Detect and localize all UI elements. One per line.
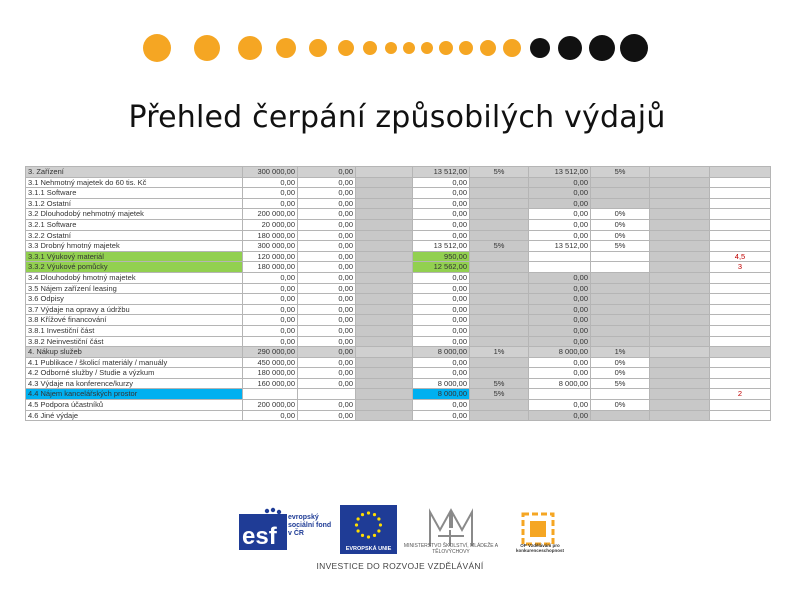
cell-i[interactable]: [710, 336, 771, 347]
dot-orange: [309, 39, 327, 57]
cell-i[interactable]: [710, 230, 771, 241]
row-label[interactable]: 4.5 Podpora účastníků: [26, 400, 243, 411]
cell-g[interactable]: [591, 272, 650, 283]
cell-f[interactable]: 13 512,00: [529, 241, 591, 252]
cell-b[interactable]: 0,00: [298, 336, 356, 347]
cell-i[interactable]: [710, 188, 771, 199]
table-row: [26, 262, 771, 273]
cell-f[interactable]: 0,00: [529, 400, 591, 411]
row-label[interactable]: 3.4 Dlouhodobý hmotný majetek: [26, 272, 243, 283]
cell-f[interactable]: [529, 251, 591, 262]
table-row: [26, 347, 771, 358]
dot-black: [558, 36, 582, 60]
cell-e[interactable]: [470, 198, 529, 209]
cell-i[interactable]: [710, 315, 771, 326]
cell-i[interactable]: [710, 347, 771, 358]
slogan: INVESTICE DO ROZVOJE VZDĚLÁVÁNÍ: [316, 561, 484, 571]
cell-h[interactable]: [650, 198, 710, 209]
cell-g[interactable]: [591, 262, 650, 273]
row-label[interactable]: 4.1 Publikace / školicí materiály / manuály: [26, 357, 243, 368]
cell-d[interactable]: 0,00: [413, 198, 470, 209]
cell-e[interactable]: [470, 272, 529, 283]
dot-orange: [194, 35, 220, 61]
cell-e[interactable]: [470, 177, 529, 188]
cell-c[interactable]: [356, 357, 413, 368]
cell-c[interactable]: [356, 177, 413, 188]
cell-d[interactable]: 0,00: [413, 283, 470, 294]
cell-i[interactable]: [710, 177, 771, 188]
cell-d[interactable]: 0,00: [413, 219, 470, 230]
cell-a[interactable]: [243, 389, 298, 400]
cell-c[interactable]: [356, 368, 413, 379]
cell-h[interactable]: [650, 262, 710, 273]
cell-b[interactable]: 0,00: [298, 188, 356, 199]
table-row: [26, 389, 771, 400]
cell-h[interactable]: [650, 368, 710, 379]
table-row: [26, 336, 771, 347]
cell-a[interactable]: 0,00: [243, 283, 298, 294]
cell-e[interactable]: [470, 400, 529, 411]
cell-e[interactable]: [470, 283, 529, 294]
dot-orange: [338, 40, 354, 56]
logo-bar: [0, 490, 794, 595]
cell-b[interactable]: 0,00: [298, 283, 356, 294]
cell-g[interactable]: [591, 315, 650, 326]
cell-c[interactable]: [356, 294, 413, 305]
cell-f[interactable]: 0,00: [529, 272, 591, 283]
cell-c[interactable]: [356, 219, 413, 230]
cell-i[interactable]: 2: [710, 389, 771, 400]
svg-text:esf: esf: [242, 523, 277, 550]
cell-h[interactable]: [650, 325, 710, 336]
cell-c[interactable]: [356, 198, 413, 209]
cell-a[interactable]: 180 000,00: [243, 230, 298, 241]
cell-d[interactable]: 0,00: [413, 209, 470, 220]
cell-d[interactable]: 0,00: [413, 177, 470, 188]
cell-b[interactable]: 0,00: [298, 410, 356, 421]
cell-d[interactable]: 0,00: [413, 357, 470, 368]
cell-d[interactable]: 0,00: [413, 230, 470, 241]
cell-c[interactable]: [356, 389, 413, 400]
dot-orange: [385, 42, 397, 54]
cell-d[interactable]: 0,00: [413, 188, 470, 199]
table-row: [26, 209, 771, 220]
cell-g[interactable]: [591, 251, 650, 262]
msmt-label: MINISTERSTVO ŠKOLSTVÍ, MLÁDEŽE A TĚLOVÝCHOVY: [403, 543, 499, 555]
page-title: Přehled čerpání způsobilých výdajů: [128, 100, 666, 135]
cell-e[interactable]: 5%: [470, 167, 529, 178]
dot-orange: [480, 40, 496, 56]
row-label[interactable]: 3.1.2 Ostatní: [26, 198, 243, 209]
cell-h[interactable]: [650, 357, 710, 368]
cell-f[interactable]: 0,00: [529, 209, 591, 220]
cell-i[interactable]: [710, 368, 771, 379]
cell-i[interactable]: [710, 410, 771, 421]
cell-d[interactable]: 0,00: [413, 315, 470, 326]
cell-h[interactable]: [650, 347, 710, 358]
cell-a[interactable]: 290 000,00: [243, 347, 298, 358]
cell-a[interactable]: 450 000,00: [243, 357, 298, 368]
row-label[interactable]: 3.3.1 Výukový materiál: [26, 251, 243, 262]
dot-black: [530, 38, 550, 58]
cell-c[interactable]: [356, 347, 413, 358]
cell-c[interactable]: [356, 283, 413, 294]
table-row: [26, 325, 771, 336]
cell-b[interactable]: 0,00: [298, 251, 356, 262]
cell-b[interactable]: 0,00: [298, 368, 356, 379]
cell-d[interactable]: 8 000,00: [413, 378, 470, 389]
cell-d[interactable]: 950,00: [413, 251, 470, 262]
cell-a[interactable]: 0,00: [243, 336, 298, 347]
cell-b[interactable]: 0,00: [298, 378, 356, 389]
cell-a[interactable]: 160 000,00: [243, 378, 298, 389]
cell-a[interactable]: 180 000,00: [243, 262, 298, 273]
cell-e[interactable]: [470, 325, 529, 336]
row-label[interactable]: 3.3 Drobný hmotný majetek: [26, 241, 243, 252]
row-label[interactable]: 3.3.2 Výukové pomůcky: [26, 262, 243, 273]
cell-c[interactable]: [356, 230, 413, 241]
cell-h[interactable]: [650, 251, 710, 262]
cell-b[interactable]: 0,00: [298, 167, 356, 178]
cell-g[interactable]: [591, 188, 650, 199]
cell-e[interactable]: [470, 315, 529, 326]
row-label[interactable]: 3.8.2 Neinvestiční část: [26, 336, 243, 347]
cell-h[interactable]: [650, 378, 710, 389]
esf-label: evropský sociální fond v ČR: [288, 514, 332, 537]
cell-i[interactable]: 3: [710, 262, 771, 273]
cell-b[interactable]: 0,00: [298, 177, 356, 188]
cell-a[interactable]: 120 000,00: [243, 251, 298, 262]
cell-f[interactable]: 0,00: [529, 368, 591, 379]
cell-c[interactable]: [356, 167, 413, 178]
table-row: [26, 294, 771, 305]
eu-label: EVROPSKÁ UNIE: [340, 545, 397, 554]
cell-f[interactable]: [529, 262, 591, 273]
cell-b[interactable]: 0,00: [298, 219, 356, 230]
table-row: [26, 315, 771, 326]
cell-e[interactable]: [470, 219, 529, 230]
cell-f[interactable]: 13 512,00: [529, 167, 591, 178]
cell-h[interactable]: [650, 177, 710, 188]
cell-c[interactable]: [356, 378, 413, 389]
table-row: [26, 219, 771, 230]
cell-d[interactable]: 13 512,00: [413, 167, 470, 178]
cell-c[interactable]: [356, 262, 413, 273]
cell-f[interactable]: 0,00: [529, 357, 591, 368]
cell-c[interactable]: [356, 400, 413, 411]
table-row: [26, 241, 771, 252]
cell-d[interactable]: 0,00: [413, 336, 470, 347]
cell-b[interactable]: 0,00: [298, 325, 356, 336]
row-label[interactable]: 3.2 Dlouhodobý nehmotný majetek: [26, 209, 243, 220]
cell-i[interactable]: [710, 304, 771, 315]
cell-h[interactable]: [650, 315, 710, 326]
decorative-dots: [0, 0, 794, 80]
cell-a[interactable]: 0,00: [243, 325, 298, 336]
dot-orange: [238, 36, 262, 60]
cell-e[interactable]: [470, 251, 529, 262]
dot-orange: [143, 34, 171, 62]
row-label[interactable]: 4.6 Jiné výdaje: [26, 410, 243, 421]
table-row: [26, 167, 771, 178]
cell-e[interactable]: [470, 262, 529, 273]
cell-c[interactable]: [356, 315, 413, 326]
cell-i[interactable]: [710, 357, 771, 368]
row-label[interactable]: 4.3 Výdaje na konference/kurzy: [26, 378, 243, 389]
cell-i[interactable]: [710, 241, 771, 252]
table-row: [26, 251, 771, 262]
dot-orange: [276, 38, 296, 58]
cell-f[interactable]: 0,00: [529, 230, 591, 241]
cell-e[interactable]: [470, 336, 529, 347]
cell-g[interactable]: 0%: [591, 219, 650, 230]
cell-a[interactable]: 0,00: [243, 304, 298, 315]
cell-b[interactable]: 0,00: [298, 198, 356, 209]
cell-e[interactable]: [470, 294, 529, 305]
row-label[interactable]: 4.4 Nájem kancelářských prostor: [26, 389, 243, 400]
cell-b[interactable]: [298, 389, 356, 400]
cell-d[interactable]: 12 562,00: [413, 262, 470, 273]
cell-h[interactable]: [650, 336, 710, 347]
cell-h[interactable]: [650, 283, 710, 294]
cell-c[interactable]: [356, 272, 413, 283]
cell-a[interactable]: 0,00: [243, 272, 298, 283]
cell-a[interactable]: 180 000,00: [243, 368, 298, 379]
cell-f[interactable]: 8 000,00: [529, 347, 591, 358]
cell-d[interactable]: 0,00: [413, 294, 470, 305]
cell-a[interactable]: 300 000,00: [243, 167, 298, 178]
cell-a[interactable]: 0,00: [243, 294, 298, 305]
cell-b[interactable]: 0,00: [298, 315, 356, 326]
cell-a[interactable]: 0,00: [243, 177, 298, 188]
cell-i[interactable]: [710, 400, 771, 411]
row-label[interactable]: 3.8.1 Investiční část: [26, 325, 243, 336]
table-row: [26, 368, 771, 379]
row-label[interactable]: 3.8 Křížové financování: [26, 315, 243, 326]
cell-h[interactable]: [650, 230, 710, 241]
cell-d[interactable]: 0,00: [413, 325, 470, 336]
dot-orange: [363, 41, 377, 55]
dot-orange: [503, 39, 521, 57]
eu-flag-icon: [340, 505, 397, 545]
dot-orange: [459, 41, 473, 55]
cell-g[interactable]: 5%: [591, 378, 650, 389]
cell-b[interactable]: 0,00: [298, 262, 356, 273]
dot-black: [620, 34, 648, 62]
cell-i[interactable]: [710, 167, 771, 178]
table-row: [26, 400, 771, 411]
cell-e[interactable]: [470, 230, 529, 241]
row-label[interactable]: 3.5 Nájem zařízení leasing: [26, 283, 243, 294]
cell-g[interactable]: [591, 325, 650, 336]
cell-e[interactable]: 5%: [470, 389, 529, 400]
row-label[interactable]: 3.1.1 Software: [26, 188, 243, 199]
cell-f[interactable]: 0,00: [529, 177, 591, 188]
cell-a[interactable]: 0,00: [243, 315, 298, 326]
table-row: [26, 357, 771, 368]
table-row: [26, 177, 771, 188]
cell-d[interactable]: 8 000,00: [413, 347, 470, 358]
cell-d[interactable]: 0,00: [413, 368, 470, 379]
table-row: [26, 198, 771, 209]
cell-d[interactable]: 0,00: [413, 272, 470, 283]
cell-f[interactable]: 0,00: [529, 294, 591, 305]
cell-f[interactable]: 0,00: [529, 410, 591, 421]
row-label[interactable]: 3.2.2 Ostatní: [26, 230, 243, 241]
table-row: [26, 378, 771, 389]
cell-d[interactable]: 0,00: [413, 304, 470, 315]
cell-c[interactable]: [356, 304, 413, 315]
op-label: OP Vzdělávání pro konkurenceschopnost: [515, 543, 564, 553]
cell-a[interactable]: 0,00: [243, 410, 298, 421]
cell-g[interactable]: 5%: [591, 241, 650, 252]
cell-f[interactable]: 0,00: [529, 188, 591, 199]
cell-c[interactable]: [356, 336, 413, 347]
cell-f[interactable]: [529, 389, 591, 400]
cell-c[interactable]: [356, 188, 413, 199]
cell-f[interactable]: 0,00: [529, 283, 591, 294]
dot-black: [589, 35, 615, 61]
cell-e[interactable]: [470, 209, 529, 220]
cell-g[interactable]: 0%: [591, 230, 650, 241]
cell-f[interactable]: 0,00: [529, 325, 591, 336]
cell-e[interactable]: 5%: [470, 378, 529, 389]
cell-g[interactable]: 1%: [591, 347, 650, 358]
cell-h[interactable]: [650, 410, 710, 421]
dot-orange: [439, 41, 453, 55]
cell-b[interactable]: 0,00: [298, 400, 356, 411]
cell-e[interactable]: [470, 304, 529, 315]
cell-i[interactable]: [710, 209, 771, 220]
cell-a[interactable]: 0,00: [243, 198, 298, 209]
cell-h[interactable]: [650, 167, 710, 178]
cell-b[interactable]: 0,00: [298, 304, 356, 315]
cell-e[interactable]: 5%: [470, 241, 529, 252]
cell-i[interactable]: [710, 294, 771, 305]
table-row: [26, 272, 771, 283]
cell-i[interactable]: [710, 283, 771, 294]
cell-a[interactable]: 200 000,00: [243, 209, 298, 220]
cell-b[interactable]: 0,00: [298, 272, 356, 283]
cell-f[interactable]: 0,00: [529, 304, 591, 315]
cell-e[interactable]: [470, 188, 529, 199]
row-label[interactable]: 4. Nákup služeb: [26, 347, 243, 358]
cell-a[interactable]: 20 000,00: [243, 219, 298, 230]
cell-h[interactable]: [650, 294, 710, 305]
cell-h[interactable]: [650, 219, 710, 230]
row-label[interactable]: 3. Zařízení: [26, 167, 243, 178]
cell-h[interactable]: [650, 389, 710, 400]
cell-g[interactable]: [591, 410, 650, 421]
cell-g[interactable]: [591, 283, 650, 294]
cell-i[interactable]: [710, 198, 771, 209]
cell-d[interactable]: 8 000,00: [413, 389, 470, 400]
cell-g[interactable]: 0%: [591, 209, 650, 220]
cell-b[interactable]: 0,00: [298, 294, 356, 305]
row-label[interactable]: 3.2.1 Software: [26, 219, 243, 230]
table-row: [26, 188, 771, 199]
cell-f[interactable]: 0,00: [529, 219, 591, 230]
cell-c[interactable]: [356, 251, 413, 262]
budget-table: [25, 166, 771, 421]
cell-g[interactable]: [591, 304, 650, 315]
cell-a[interactable]: 200 000,00: [243, 400, 298, 411]
cell-h[interactable]: [650, 304, 710, 315]
cell-a[interactable]: 300 000,00: [243, 241, 298, 252]
cell-c[interactable]: [356, 209, 413, 220]
cell-d[interactable]: 0,00: [413, 400, 470, 411]
cell-e[interactable]: 1%: [470, 347, 529, 358]
cell-b[interactable]: 0,00: [298, 230, 356, 241]
cell-f[interactable]: 0,00: [529, 198, 591, 209]
cell-h[interactable]: [650, 272, 710, 283]
cell-f[interactable]: 0,00: [529, 315, 591, 326]
table-row: [26, 304, 771, 315]
table-row: [26, 410, 771, 421]
row-label[interactable]: 3.1 Nehmotný majetek do 60 tis. Kč: [26, 177, 243, 188]
row-label[interactable]: 4.2 Odborné služby / Studie a výzkum: [26, 368, 243, 379]
cell-g[interactable]: 0%: [591, 368, 650, 379]
cell-b[interactable]: 0,00: [298, 357, 356, 368]
row-label[interactable]: 3.6 Odpisy: [26, 294, 243, 305]
budget-table-wrap: [25, 166, 770, 421]
cell-g[interactable]: 0%: [591, 400, 650, 411]
cell-h[interactable]: [650, 188, 710, 199]
cell-e[interactable]: [470, 368, 529, 379]
dot-orange: [421, 42, 433, 54]
table-row: [26, 283, 771, 294]
cell-f[interactable]: 0,00: [529, 336, 591, 347]
cell-g[interactable]: 5%: [591, 167, 650, 178]
cell-b[interactable]: 0,00: [298, 241, 356, 252]
cell-g[interactable]: [591, 177, 650, 188]
row-label[interactable]: 3.7 Výdaje na opravy a údržbu: [26, 304, 243, 315]
cell-g[interactable]: [591, 389, 650, 400]
cell-c[interactable]: [356, 325, 413, 336]
cell-i[interactable]: [710, 325, 771, 336]
cell-e[interactable]: [470, 357, 529, 368]
cell-a[interactable]: 0,00: [243, 188, 298, 199]
cell-g[interactable]: [591, 294, 650, 305]
cell-i[interactable]: 4,5: [710, 251, 771, 262]
cell-h[interactable]: [650, 209, 710, 220]
cell-b[interactable]: 0,00: [298, 209, 356, 220]
cell-h[interactable]: [650, 400, 710, 411]
cell-f[interactable]: 8 000,00: [529, 378, 591, 389]
cell-d[interactable]: 0,00: [413, 410, 470, 421]
table-row: [26, 230, 771, 241]
dot-orange: [403, 42, 415, 54]
cell-d[interactable]: 13 512,00: [413, 241, 470, 252]
cell-c[interactable]: [356, 241, 413, 252]
cell-e[interactable]: [470, 410, 529, 421]
cell-g[interactable]: [591, 198, 650, 209]
cell-i[interactable]: [710, 378, 771, 389]
cell-h[interactable]: [650, 241, 710, 252]
cell-g[interactable]: [591, 336, 650, 347]
cell-i[interactable]: [710, 219, 771, 230]
cell-c[interactable]: [356, 410, 413, 421]
cell-i[interactable]: [710, 272, 771, 283]
cell-g[interactable]: 0%: [591, 357, 650, 368]
cell-b[interactable]: 0,00: [298, 347, 356, 358]
